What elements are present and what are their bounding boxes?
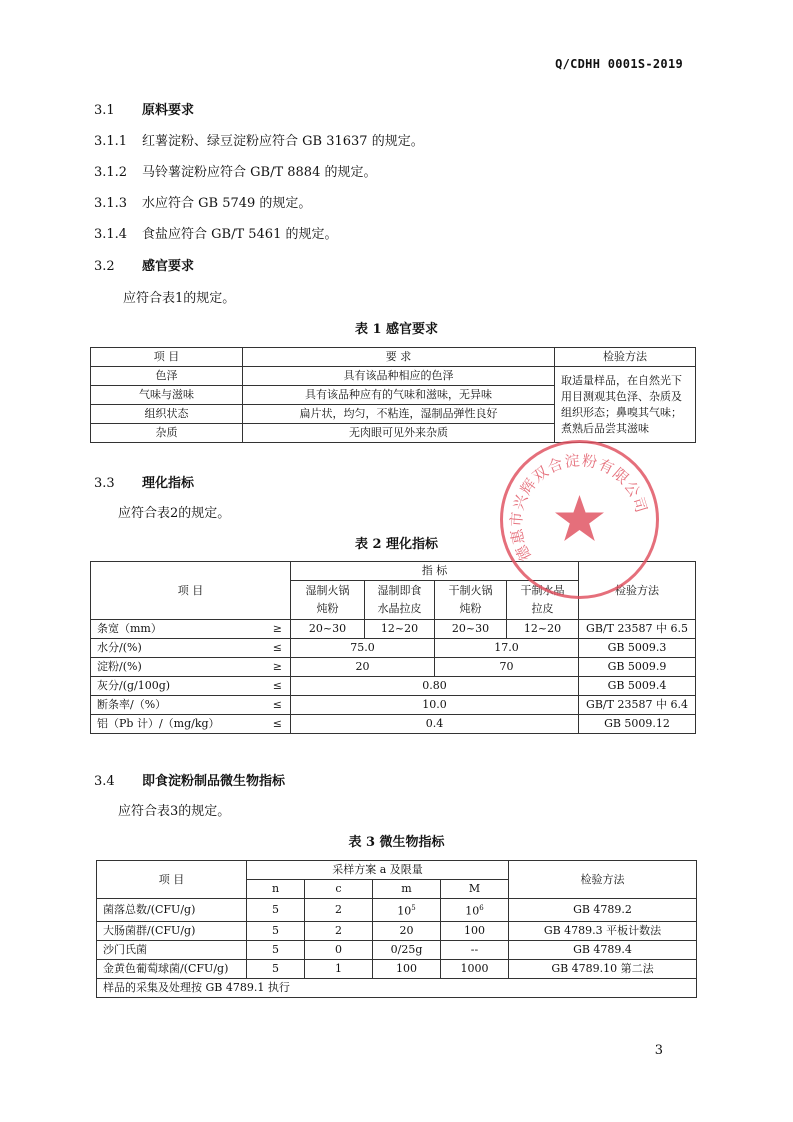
table3-n: 5 [247, 921, 305, 940]
table3-M: $10^6$ [441, 899, 509, 922]
table3-item: 沙门氏菌 [97, 940, 247, 959]
table1-requirement: 具有该品种相应的色泽 [243, 367, 555, 386]
section-number: 3.1 [94, 103, 115, 118]
table3-M: -- [441, 940, 509, 959]
table3-m: $10^5$ [373, 899, 441, 922]
table1-header-requirement: 要 求 [243, 348, 555, 367]
table1-caption: 表 1 感官要求 [354, 322, 439, 337]
table1-header-method: 检验方法 [555, 348, 696, 367]
table3-c: 2 [305, 899, 373, 922]
table2-operator: ≥ [251, 620, 291, 639]
table3-header-plan: 采样方案 a 及限量 [247, 861, 509, 880]
table2-value: 70 [435, 658, 579, 677]
table2-subheader: 湿制即食 水晶拉皮 [365, 581, 435, 620]
table2-method: GB 5009.3 [579, 639, 696, 658]
table3-c: 2 [305, 921, 373, 940]
clause-text: 食盐应符合 GB/T 5461 的规定。 [142, 227, 338, 242]
table3-M: 100 [441, 921, 509, 940]
table-row [97, 899, 697, 922]
table3-method: GB 4789.10 第二法 [509, 959, 697, 978]
section-3-3-heading [94, 472, 194, 491]
table2-item: 水分/(%) [91, 639, 251, 658]
table2-item: 断条率/（%） [91, 696, 251, 715]
table-row [91, 677, 696, 696]
table3-m: 0/25g [373, 940, 441, 959]
seal-text: 德惠市兴辉双合淀粉有限公司 [507, 451, 651, 564]
table2-method: GB 5009.9 [579, 658, 696, 677]
table2-value: 0.80 [291, 677, 579, 696]
section-3-2-body: 应符合表1的规定。 [123, 291, 236, 306]
table2-operator: ≤ [251, 715, 291, 734]
table2-operator: ≤ [251, 677, 291, 696]
table1-requirement: 扁片状，均匀，不粘连，湿制品弹性良好 [243, 405, 555, 424]
table-row [91, 658, 696, 677]
clause-number: 3.1.3 [94, 196, 128, 211]
table3-M: 1000 [441, 959, 509, 978]
table1-item: 气味与滋味 [91, 386, 243, 405]
section-3-2-heading [94, 255, 194, 274]
section-number: 3.2 [94, 259, 115, 274]
table-row [91, 620, 696, 639]
section-title: 理化指标 [142, 476, 195, 491]
table2-value: 17.0 [435, 639, 579, 658]
table3-item: 菌落总数/(CFU/g) [97, 899, 247, 922]
section-title: 感官要求 [142, 259, 195, 274]
table1-method: 取适量样品，在自然光下用目测观其色泽、杂质及组织形态；鼻嗅其气味；煮熟后品尝其滋味 [555, 367, 696, 443]
section-number: 3.4 [94, 774, 115, 789]
table2-caption: 表 2 理化指标 [354, 537, 439, 552]
table2-item: 铝（Pb 计）/（mg/kg） [91, 715, 251, 734]
table2-method: GB 5009.12 [579, 715, 696, 734]
table3-method: GB 4789.3 平板计数法 [509, 921, 697, 940]
section-3-1-heading [94, 99, 194, 118]
table-row [97, 940, 697, 959]
table-row [97, 959, 697, 978]
table3-caption: 表 3 微生物指标 [348, 835, 445, 850]
page-number: 3 [654, 1043, 663, 1058]
table2-item: 条宽（mm） [91, 620, 251, 639]
table2-method: GB 5009.4 [579, 677, 696, 696]
table2-value: 10.0 [291, 696, 579, 715]
table1-requirement: 具有该品种应有的气味和滋味，无异味 [243, 386, 555, 405]
table3-c: 0 [305, 940, 373, 959]
table3-method: GB 4789.2 [509, 899, 697, 922]
table-row [91, 639, 696, 658]
table2-value: 12~20 [507, 620, 579, 639]
table1-header-item: 项 目 [91, 348, 243, 367]
table-row [97, 921, 697, 940]
clause-text: 红薯淀粉、绿豆淀粉应符合 GB 31637 的规定。 [142, 134, 424, 149]
table2-method: GB/T 23587 中 6.5 [579, 620, 696, 639]
table2-item: 淀粉/(%) [91, 658, 251, 677]
table1-requirement: 无肉眼可见外来杂质 [243, 424, 555, 443]
table3-col-n: n [247, 880, 305, 899]
table3-header-item: 项 目 [97, 861, 247, 899]
table3-col-m: m [373, 880, 441, 899]
microbiological-table [96, 860, 697, 998]
table3-m: 100 [373, 959, 441, 978]
section-3-4-heading [94, 770, 285, 789]
table3-method: GB 4789.4 [509, 940, 697, 959]
table2-header-index: 指 标 [291, 562, 579, 581]
table2-header-method: 检验方法 [579, 562, 696, 620]
clause-3-1-4 [94, 223, 337, 242]
table3-m: 20 [373, 921, 441, 940]
section-title: 原料要求 [142, 103, 195, 118]
table2-value: 20~30 [291, 620, 365, 639]
table1-item: 杂质 [91, 424, 243, 443]
table2-item: 灰分/(g/100g) [91, 677, 251, 696]
section-3-3-body: 应符合表2的规定。 [118, 506, 231, 521]
clause-3-1-1 [94, 130, 424, 149]
table2-header-item: 项 目 [91, 562, 291, 620]
table3-n: 5 [247, 940, 305, 959]
table2-value: 0.4 [291, 715, 579, 734]
table3-c: 1 [305, 959, 373, 978]
table2-subheader: 湿制火锅 炖粉 [291, 581, 365, 620]
clause-3-1-2 [94, 161, 376, 180]
table3-item: 大肠菌群/(CFU/g) [97, 921, 247, 940]
table2-value: 20~30 [435, 620, 507, 639]
section-3-4-body: 应符合表3的规定。 [118, 804, 231, 819]
table2-value: 75.0 [291, 639, 435, 658]
table3-item: 金黄色葡萄球菌/(CFU/g) [97, 959, 247, 978]
table3-footnote: 样品的采集及处理按 GB 4789.1 执行 [97, 978, 697, 997]
table2-subheader: 干制火锅 炖粉 [435, 581, 507, 620]
physicochemical-table [90, 561, 696, 734]
document-code: Q/CDHH 0001S-2019 [555, 57, 683, 71]
table2-value: 12~20 [365, 620, 435, 639]
table2-operator: ≥ [251, 658, 291, 677]
clause-text: 水应符合 GB 5749 的规定。 [142, 196, 312, 211]
clause-3-1-3 [94, 192, 311, 211]
clause-number: 3.1.2 [94, 165, 128, 180]
table1-item: 色泽 [91, 367, 243, 386]
table2-operator: ≤ [251, 696, 291, 715]
table-row [91, 696, 696, 715]
table3-n: 5 [247, 899, 305, 922]
table-row [91, 715, 696, 734]
sensory-table [90, 347, 696, 443]
table3-n: 5 [247, 959, 305, 978]
section-title: 即食淀粉制品微生物指标 [142, 774, 286, 789]
table2-method: GB/T 23587 中 6.4 [579, 696, 696, 715]
table3-col-M: M [441, 880, 509, 899]
clause-number: 3.1.4 [94, 227, 128, 242]
table3-col-c: c [305, 880, 373, 899]
table3-header-method: 检验方法 [509, 861, 697, 899]
clause-number: 3.1.1 [94, 134, 128, 149]
table2-value: 20 [291, 658, 435, 677]
table2-operator: ≤ [251, 639, 291, 658]
clause-text: 马铃薯淀粉应符合 GB/T 8884 的规定。 [142, 165, 377, 180]
table2-subheader: 干制水晶 拉皮 [507, 581, 579, 620]
table1-item: 组织状态 [91, 405, 243, 424]
section-number: 3.3 [94, 476, 115, 491]
